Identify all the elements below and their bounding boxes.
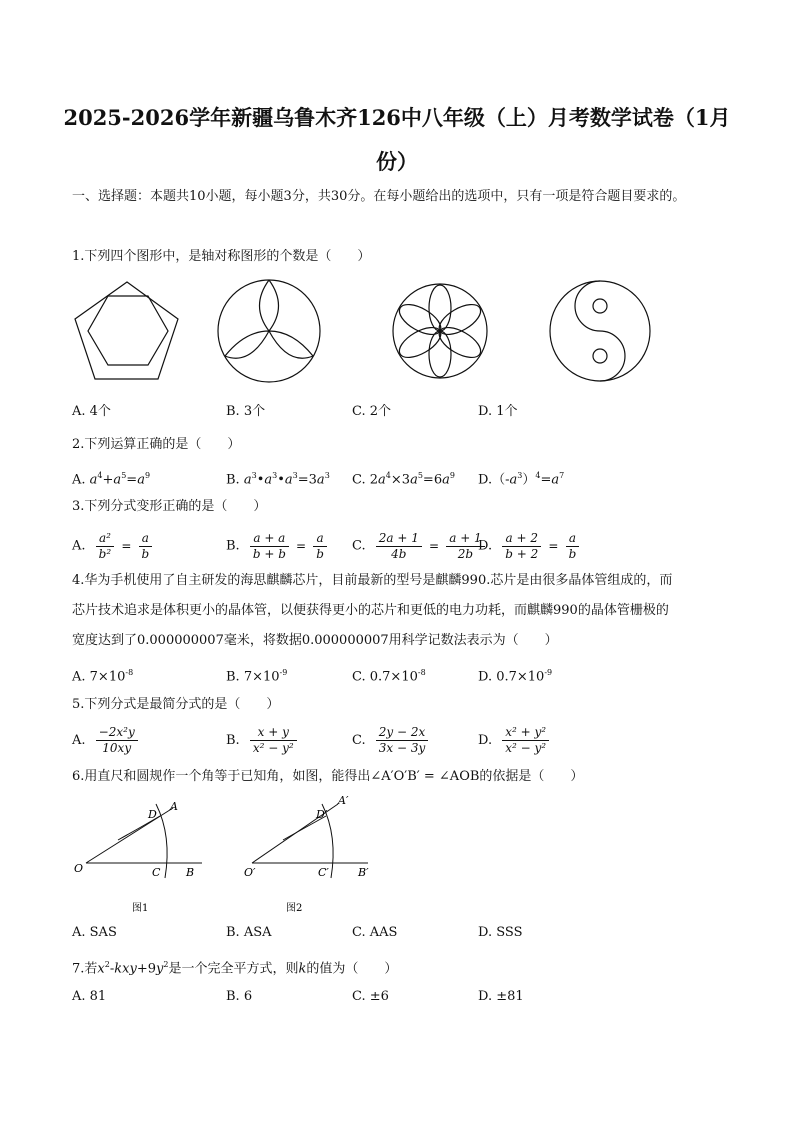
fig1-label-a: A xyxy=(170,800,178,813)
numerator: a xyxy=(566,531,580,547)
q4-option-b[interactable] xyxy=(226,660,287,690)
circle-three-arcs-figure xyxy=(218,280,320,382)
fig2-label-b: B′ xyxy=(358,866,369,879)
q6-option-b[interactable]: B. ASA xyxy=(226,925,272,940)
question-1-figures xyxy=(60,276,660,390)
fig2-label-o: O′ xyxy=(244,866,256,879)
fig1-caption: 图1 xyxy=(132,903,149,914)
equals-sign: = xyxy=(296,539,307,553)
question-6-stem: 6.用直尺和圆规作一个角等于已知角，如图，能得出∠A′O′B′ = ∠AOB的依据是（ ） xyxy=(72,769,584,784)
q5-option-a[interactable] xyxy=(72,724,138,758)
fig2-label-d: D′ xyxy=(316,808,328,821)
fraction xyxy=(250,725,297,756)
q7-option-a[interactable]: A. 81 xyxy=(72,989,107,1004)
numerator: a + 1 xyxy=(446,531,484,547)
q1-option-b[interactable]: B. 3个 xyxy=(226,404,266,419)
page-title: 2025-2026学年新疆乌鲁木齐126中八年级（上）月考数学试卷（1月 xyxy=(63,105,731,130)
q6-option-c[interactable]: C. AAS xyxy=(352,925,398,940)
numerator: a + a xyxy=(250,531,289,547)
q4-option-d-text: D. 0.7×10 xyxy=(478,669,545,685)
yin-yang-figure xyxy=(550,281,650,381)
q7-stem-prefix: 7.若 xyxy=(72,961,98,977)
q2-option-d[interactable]: $D.(-a^3)^4=a^7$ xyxy=(478,471,565,488)
q5-option-d-label: D. xyxy=(478,733,493,748)
fig1-label-c: C xyxy=(152,866,161,879)
question-4-options xyxy=(72,660,732,686)
question-4-line-2: 芯片技术追求是体积更小的晶体管，以便获得更小的芯片和更低的电力功耗，而麒麟990的晶体管栅极的 xyxy=(72,603,669,618)
numerator: x² + y² xyxy=(502,725,549,741)
numerator: −2x²y xyxy=(96,725,138,741)
exponent: -8 xyxy=(417,668,426,677)
q1-option-a[interactable]: A. 4个 xyxy=(72,404,111,419)
fraction xyxy=(139,531,153,562)
q3-option-b[interactable] xyxy=(226,530,327,563)
question-4-line-3: 宽度达到了0.000000007毫米，将数据0.000000007用科学记数法表示为（ ） xyxy=(72,633,558,648)
q3-option-c[interactable] xyxy=(352,530,485,563)
q4-option-c-text: C. 0.7×10 xyxy=(352,669,418,685)
q3-option-a[interactable] xyxy=(72,530,152,563)
q2-option-b[interactable]: B. $a^3•a^3•a^3=3a^3$ xyxy=(226,471,330,488)
question-7-options xyxy=(72,984,732,1010)
q6-option-d[interactable]: D. SSS xyxy=(478,925,523,940)
exponent: -8 xyxy=(125,668,134,677)
circle-flower-figure xyxy=(393,284,487,378)
q5-option-b[interactable] xyxy=(226,724,297,758)
fig2-label-a: A′ xyxy=(338,796,349,807)
q2-option-a[interactable]: A. $a^4+a^5=a^9$ xyxy=(72,471,151,488)
numerator: 2y − 2x xyxy=(376,725,429,741)
q7-variable-k: k xyxy=(298,961,307,977)
denominator: 3x − 3y xyxy=(378,741,426,755)
fig2-caption: 图2 xyxy=(286,903,303,914)
q3-option-c-label: C. xyxy=(352,538,366,554)
fraction xyxy=(502,725,549,756)
question-3-options xyxy=(72,530,732,562)
denominator: b xyxy=(316,546,324,561)
fig1-label-d: D xyxy=(148,808,157,821)
denominator: b xyxy=(568,546,577,561)
numerator: a + 2 xyxy=(502,531,541,547)
question-3-stem: 3.下列分式变形正确的是（ ） xyxy=(72,499,267,514)
question-5-stem: 5.下列分式是最简分式的是（ ） xyxy=(72,697,280,712)
q6-option-a[interactable]: A. SAS xyxy=(72,925,117,940)
q5-option-a-label: A. xyxy=(72,733,86,748)
fraction xyxy=(566,531,580,562)
fig2-label-c: C′ xyxy=(318,866,329,879)
q7-option-c[interactable]: C. ±6 xyxy=(352,989,389,1004)
question-2-options xyxy=(72,463,732,489)
numerator: a² xyxy=(96,531,115,547)
numerator: x + y xyxy=(250,725,297,741)
numerator: a xyxy=(313,531,327,547)
denominator: b + 2 xyxy=(505,546,539,561)
fraction xyxy=(96,531,115,562)
q4-option-a-text: A. 7×10 xyxy=(72,669,126,685)
q1-option-d[interactable]: D. 1个 xyxy=(478,404,518,419)
q3-option-d-label: D. xyxy=(478,538,493,554)
fraction xyxy=(502,531,541,562)
q5-option-d[interactable] xyxy=(478,724,549,758)
question-6-figures xyxy=(68,796,388,920)
q4-option-d[interactable] xyxy=(478,660,552,690)
fig1-label-o: O xyxy=(74,862,84,875)
fig1-label-b: B xyxy=(186,866,195,879)
exponent: -9 xyxy=(279,668,288,677)
denominator: b xyxy=(141,546,150,561)
q5-option-b-label: B. xyxy=(226,733,240,748)
denominator: 10xy xyxy=(102,741,132,755)
fraction xyxy=(250,531,289,562)
q3-option-d[interactable] xyxy=(478,530,579,563)
question-5-options xyxy=(72,724,732,758)
numerator: 2a + 1 xyxy=(376,531,422,547)
q7-stem-end: 的值为（ ） xyxy=(306,961,398,977)
q4-option-b-text: B. 7×10 xyxy=(226,669,280,685)
denominator: b + b xyxy=(252,546,286,561)
equals-sign: = xyxy=(429,539,440,553)
figure-1 xyxy=(86,804,202,878)
q2-option-c[interactable]: C. $2a^4\times 3a^5=6a^9$ xyxy=(352,471,455,488)
q4-option-c[interactable] xyxy=(352,660,426,690)
denominator: 4b xyxy=(391,546,407,561)
denominator: x² − y² xyxy=(505,741,547,755)
question-6-options xyxy=(72,920,732,946)
pentagon-hexagon-figure xyxy=(75,282,178,379)
q7-stem-suffix: 是一个完全平方式，则 xyxy=(168,961,299,977)
q1-option-c[interactable]: C. 2个 xyxy=(352,404,392,419)
question-4-line-1: 4.华为手机使用了自主研发的海思麒麟芯片，目前最新的型号是麒麟990.芯片是由很多晶体管组成的，而 xyxy=(72,573,673,588)
question-1-options xyxy=(72,399,732,425)
denominator: 2b xyxy=(457,546,474,561)
question-2-stem: 2.下列运算正确的是（ ） xyxy=(72,437,241,452)
fraction xyxy=(313,531,327,562)
exponent: -9 xyxy=(544,668,553,677)
question-1-stem: 1.下列四个图形中，是轴对称图形的个数是（ ） xyxy=(72,249,371,264)
q4-option-a[interactable] xyxy=(72,660,133,690)
q7-option-d[interactable]: D. ±81 xyxy=(478,989,524,1004)
numerator: a xyxy=(139,531,153,547)
page-title-continued: 份） xyxy=(376,149,418,174)
equals-sign: = xyxy=(548,539,559,553)
equals-sign: = xyxy=(121,539,132,553)
question-7-stem: 7.若$x^2-kxy+9y^2$是一个完全平方式，则k的值为（ ） xyxy=(72,960,398,977)
q3-option-b-label: B. xyxy=(226,538,240,554)
q5-option-c[interactable] xyxy=(352,724,428,758)
fraction xyxy=(96,725,138,756)
fraction xyxy=(376,725,429,756)
q3-option-a-label: A. xyxy=(72,538,86,554)
fraction xyxy=(376,531,422,562)
denominator: x² − y² xyxy=(252,741,294,755)
q5-option-c-label: C. xyxy=(352,733,366,748)
q7-option-b[interactable]: B. 6 xyxy=(226,989,253,1004)
figure-2 xyxy=(252,804,368,878)
denominator: b² xyxy=(98,546,112,561)
section-heading: 一、选择题：本题共10小题，每小题3分，共30分。在每小题给出的选项中，只有一项是符合题目要求的。 xyxy=(72,189,686,204)
